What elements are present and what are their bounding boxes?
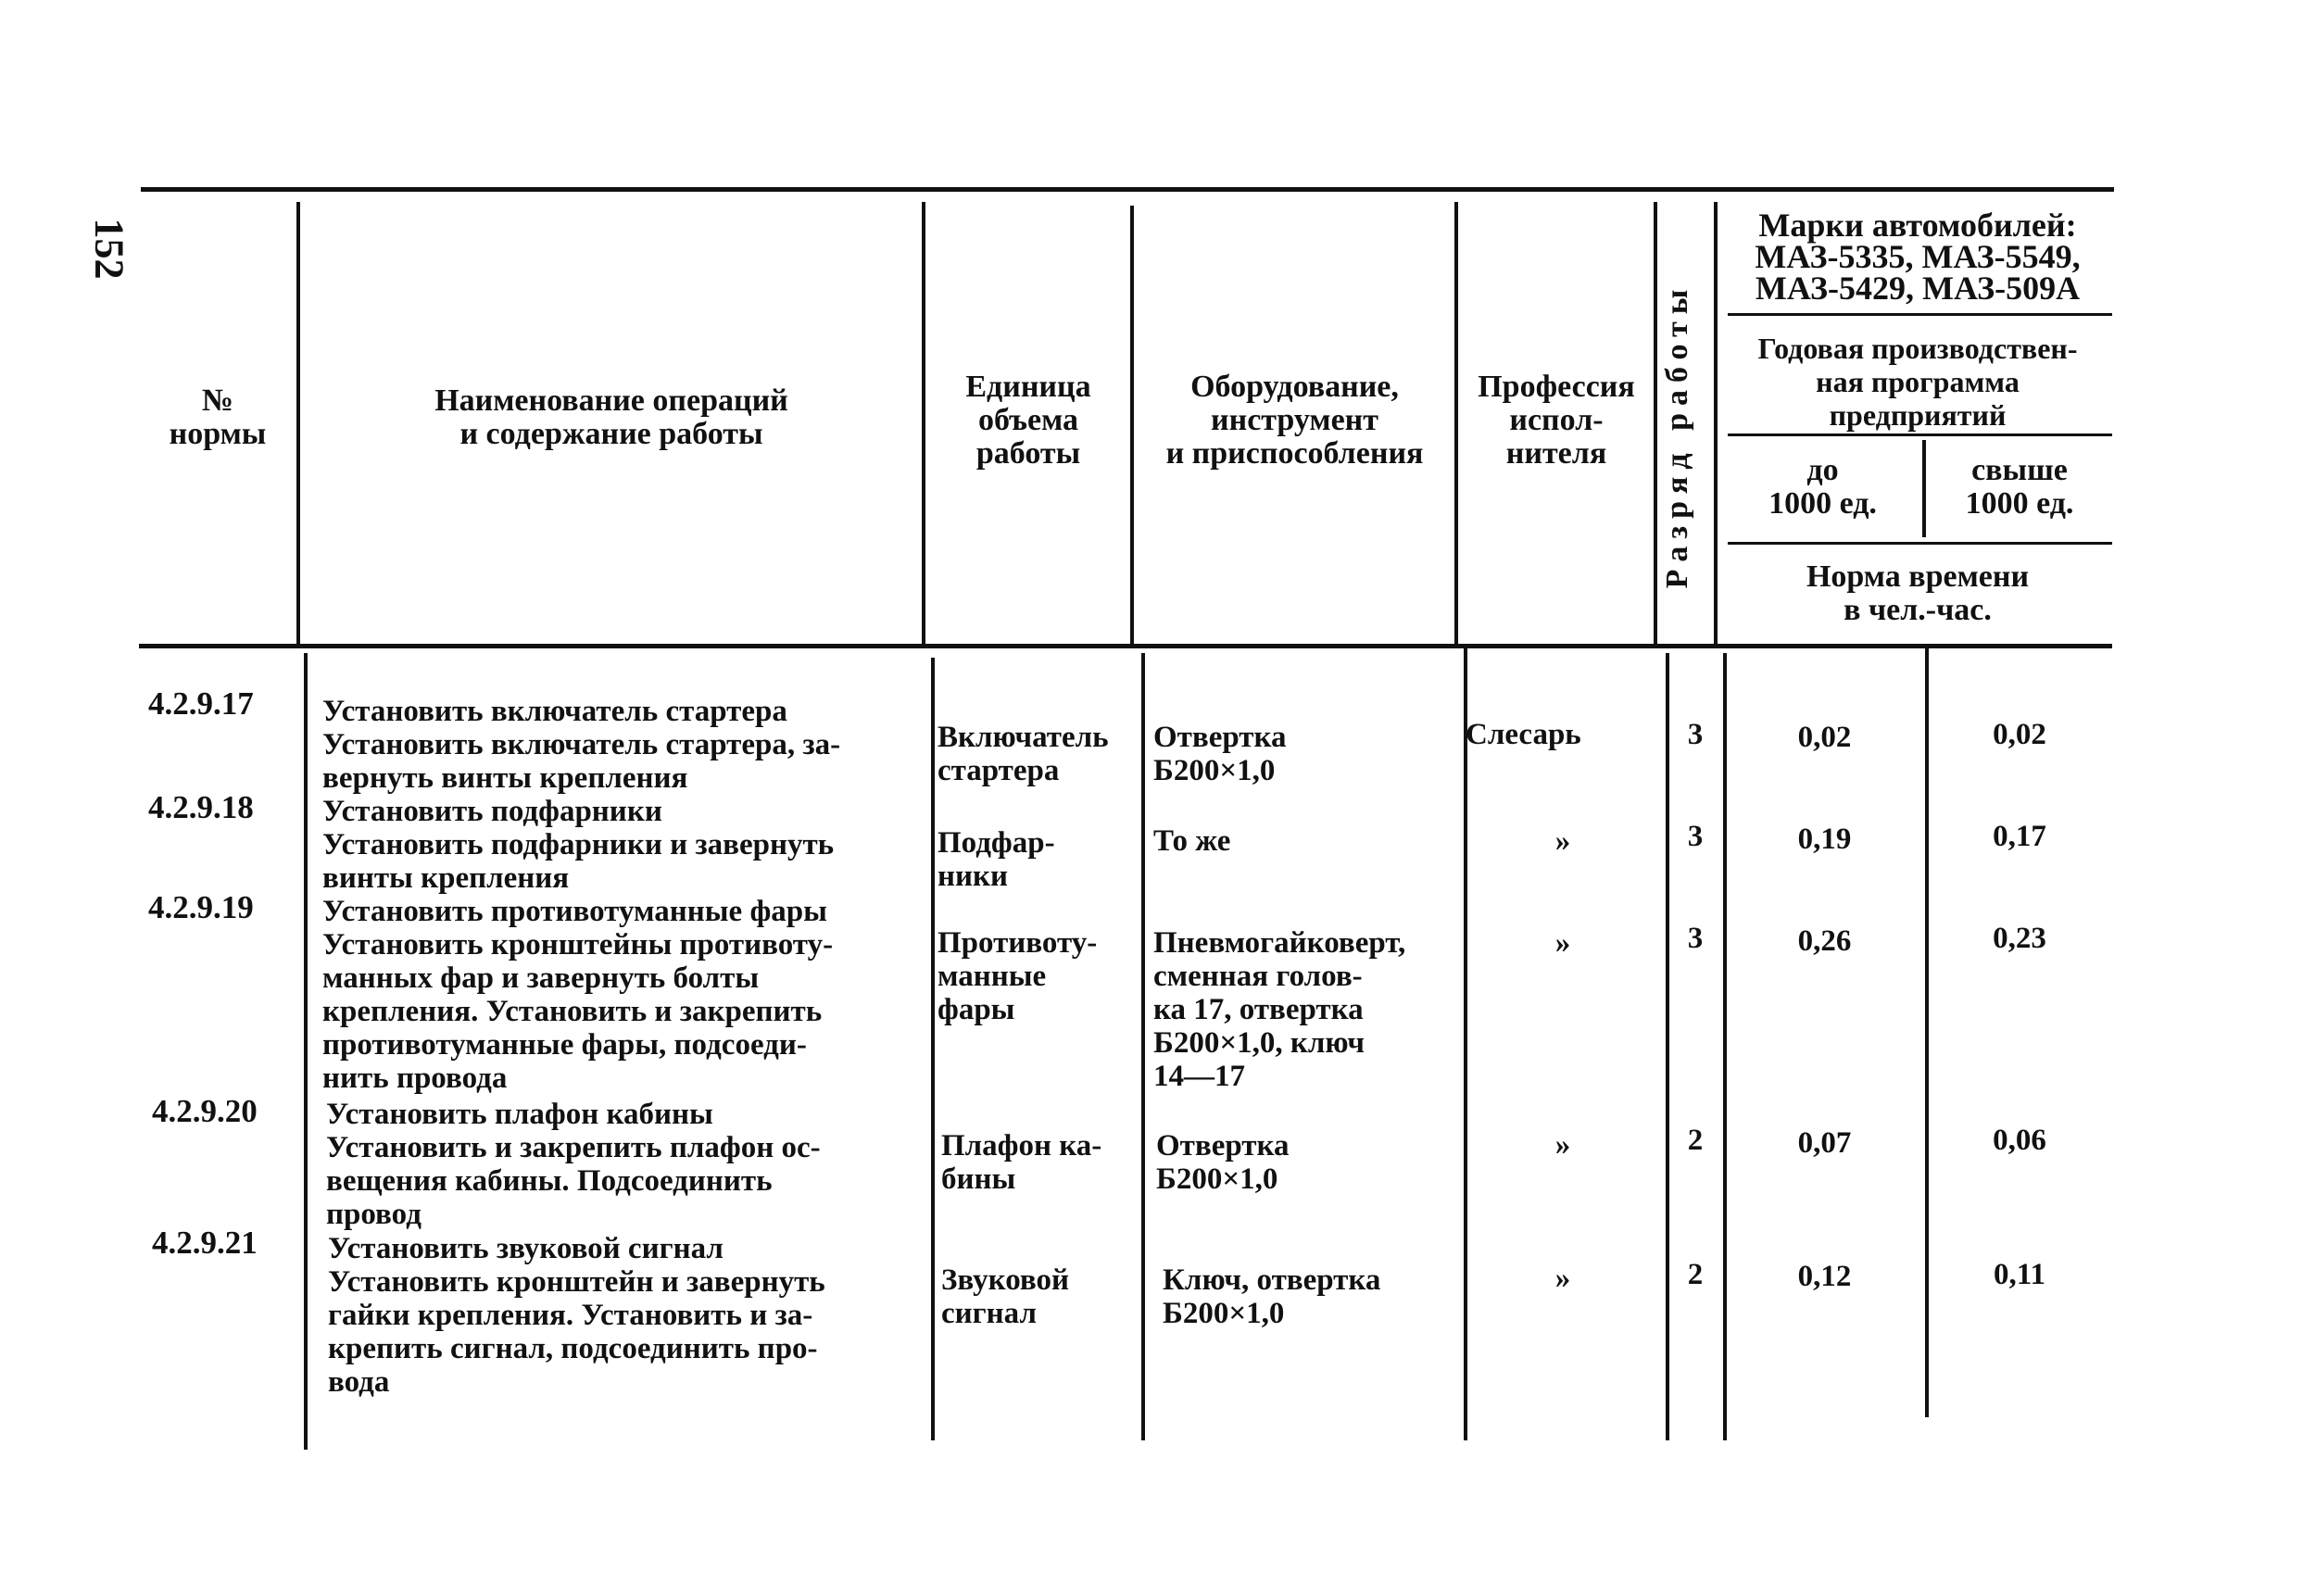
header-divider-1 xyxy=(296,202,300,645)
operation-title: Установить противотуманные фары xyxy=(322,895,827,928)
header-annual-program: Годовая производствен- ная программа предприятий xyxy=(1757,332,2078,432)
operation-description: Установить и закрепить плафон ос- вещения кабины. Подсоединить провод xyxy=(326,1131,821,1231)
work-rank: 3 xyxy=(1687,718,1704,751)
body-divider-3 xyxy=(1141,653,1145,1440)
operation-title: Установить звуковой сигнал xyxy=(328,1232,724,1265)
header-divider-7 xyxy=(1922,440,1926,537)
operation-title: Установить подфарники xyxy=(322,795,662,828)
profession: » xyxy=(1554,1262,1571,1295)
work-rank: 3 xyxy=(1687,820,1704,853)
norm-up-to-1000: 0,12 xyxy=(1797,1260,1852,1293)
equipment: Отвертка Б200×1,0 xyxy=(1153,721,1287,787)
body-divider-1 xyxy=(304,653,308,1450)
work-rank: 2 xyxy=(1687,1124,1704,1157)
norm-code: 4.2.9.21 xyxy=(152,1225,258,1261)
header-divider-4 xyxy=(1454,202,1458,645)
header-divider-3 xyxy=(1130,206,1134,645)
header-divider-5 xyxy=(1654,202,1657,645)
program-rule xyxy=(1728,434,2112,436)
header-operation-name: Наименование операций и содержание работы xyxy=(434,383,788,451)
profession: » xyxy=(1554,1128,1571,1162)
table-top-rule xyxy=(141,187,2114,192)
header-unit: Единица объема работы xyxy=(965,370,1091,471)
header-work-rank: Разряд работы xyxy=(1660,282,1694,589)
operation-description: Установить включатель стартера, за- вернуть винты крепления xyxy=(322,728,841,795)
work-rank: 2 xyxy=(1687,1258,1704,1291)
equipment: Отвертка Б200×1,0 xyxy=(1156,1129,1290,1196)
work-unit: Включатель стартера xyxy=(938,721,1109,787)
profession: » xyxy=(1554,824,1571,858)
norm-over-1000: 0,23 xyxy=(1993,922,2046,955)
header-over-1000: свыше 1000 ед. xyxy=(1965,453,2074,521)
work-unit: Противоту- манные фары xyxy=(938,926,1098,1026)
equipment: Ключ, отвертка Б200×1,0 xyxy=(1163,1263,1381,1330)
body-divider-5 xyxy=(1666,653,1669,1440)
norm-code: 4.2.9.18 xyxy=(148,789,254,825)
header-time-norm: Норма времени в чел.-час. xyxy=(1806,559,2030,627)
body-divider-7 xyxy=(1925,648,1929,1417)
page-number: 152 xyxy=(86,218,132,280)
norm-over-1000: 0,11 xyxy=(1994,1258,2045,1291)
header-divider-6 xyxy=(1714,202,1718,645)
norm-code: 4.2.9.19 xyxy=(148,889,254,925)
operation-title: Установить включатель стартера xyxy=(322,695,787,728)
norm-up-to-1000: 0,26 xyxy=(1797,924,1852,958)
norms-table xyxy=(139,185,2131,1454)
norm-up-to-1000: 0,07 xyxy=(1797,1126,1852,1160)
brands-rule xyxy=(1728,313,2112,316)
header-norm-number: № нормы xyxy=(169,383,267,451)
operation-description: Установить кронштейн и завернуть гайки крепления. Установить и за- крепить сигнал, подсоединить про- вода xyxy=(328,1265,825,1399)
header-up-to-1000: до 1000 ед. xyxy=(1768,453,1877,521)
norm-rule xyxy=(1728,542,2112,545)
operation-description: Установить кронштейны противоту- манных фар и завернуть болты крепления. Установить и закрепить противотуманные фары, подсоеди- нить провода xyxy=(322,928,834,1095)
norm-over-1000: 0,17 xyxy=(1993,820,2046,853)
header-bottom-rule xyxy=(139,644,2112,648)
header-equipment: Оборудование, инструмент и приспособления xyxy=(1165,370,1424,471)
norm-over-1000: 0,06 xyxy=(1993,1124,2046,1157)
work-rank: 3 xyxy=(1687,922,1704,955)
profession: Слесарь xyxy=(1466,718,1581,751)
header-divider-2 xyxy=(922,202,925,645)
operation-title: Установить плафон кабины xyxy=(326,1098,713,1131)
norm-up-to-1000: 0,02 xyxy=(1797,721,1852,754)
header-profession: Профессия испол- нителя xyxy=(1478,370,1635,471)
equipment: То же xyxy=(1153,824,1231,858)
work-unit: Звуковой сигнал xyxy=(941,1263,1069,1330)
norm-over-1000: 0,02 xyxy=(1993,718,2046,751)
body-divider-6 xyxy=(1723,653,1727,1440)
norm-up-to-1000: 0,19 xyxy=(1797,823,1852,856)
norm-code: 4.2.9.20 xyxy=(152,1093,258,1129)
header-vehicle-brands: Марки автомобилей: МАЗ-5335, МАЗ-5549, МАЗ-5429, МАЗ-509А xyxy=(1755,207,2081,307)
equipment: Пневмогайковерт, сменная голов- ка 17, отвертка Б200×1,0, ключ 14—17 xyxy=(1153,926,1406,1093)
norm-code: 4.2.9.17 xyxy=(148,685,254,722)
work-unit: Подфар- ники xyxy=(938,826,1055,893)
profession: » xyxy=(1554,926,1571,960)
work-unit: Плафон ка- бины xyxy=(941,1129,1102,1196)
operation-description: Установить подфарники и завернуть винты крепления xyxy=(322,828,835,895)
body-divider-2 xyxy=(931,658,935,1440)
